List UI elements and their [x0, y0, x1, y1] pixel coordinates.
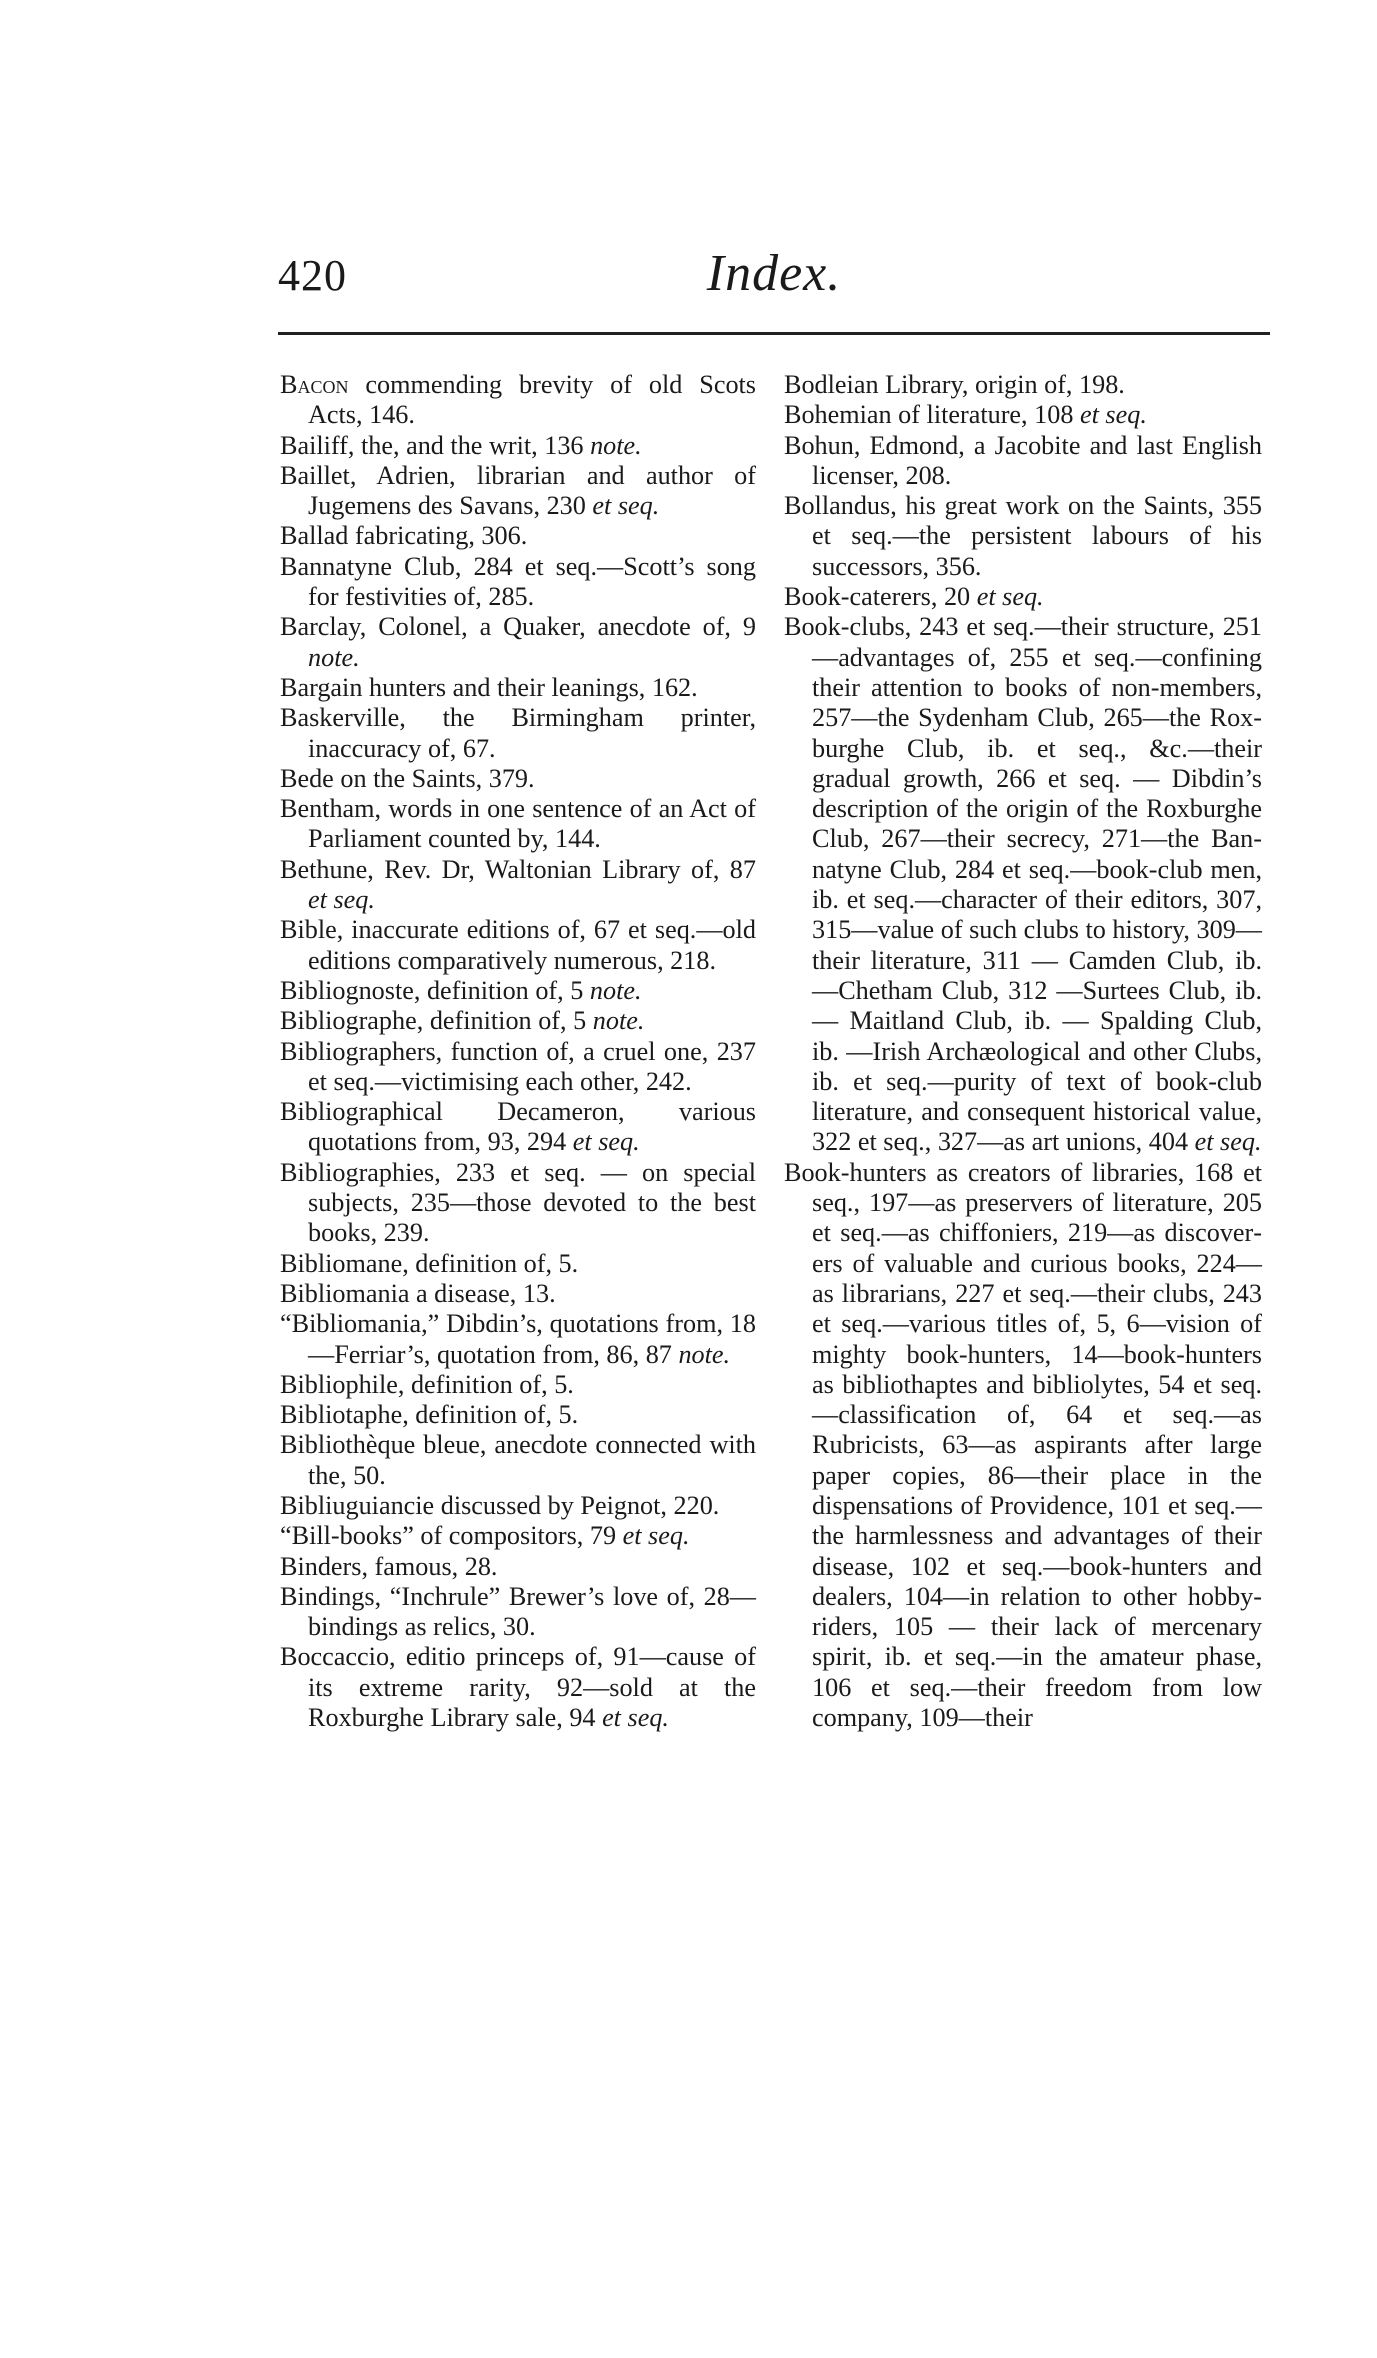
index-entry: [280, 1158, 756, 1249]
index-entry: [280, 521, 756, 551]
index-entry: [280, 976, 756, 1006]
index-entry: [280, 1309, 756, 1370]
entry-note: note.: [589, 975, 642, 1005]
entry-text: “Bibliomania,” Dibdin’s, quotations from, 18—Ferriar’s, quotation from, 86, 87: [280, 1309, 756, 1369]
index-entry: [784, 612, 1262, 1157]
index-entry: [784, 582, 1262, 612]
page-number: 420: [278, 251, 347, 300]
entry-text: Bannatyne Club, 284 et seq.—Scott’s song for festivities of, 285.: [280, 551, 756, 612]
index-column-right: [784, 370, 1262, 1733]
entry-note: et seq.: [592, 491, 660, 521]
entry-headword: Bacon: [280, 370, 349, 399]
index-entry: [280, 673, 756, 703]
entry-note: et seq.: [308, 885, 375, 915]
entry-text: Ballad fabricating, 306.: [280, 521, 528, 551]
entry-text: Baillet, Adrien, librarian and author of Jugemens des Savans, 230: [280, 460, 756, 521]
entry-text: Bibliographies, 233 et seq. — on special subjects, 235—those devoted to the best books, 239.: [280, 1157, 756, 1248]
index-entry: [280, 1037, 756, 1098]
entry-text: commending brevity of old Scots Acts, 146.: [308, 370, 757, 430]
index-entry: [280, 1491, 756, 1521]
entry-text: Bibliomane, definition of, 5.: [280, 1248, 579, 1278]
entry-text: Bargain hunters and their leanings, 162.: [280, 672, 698, 702]
running-title: Index.: [706, 245, 842, 302]
index-entry: [280, 764, 756, 794]
index-entry: [280, 915, 756, 976]
entry-text: Book-clubs, 243 et seq.—their structure, 251—advantages of, 255 et seq.—confining their attention to books of non-members, 257—the Sydenham Club, 265—the Roxburghe Club, ib. et seq., &c.—their gradual growth, 266 et seq. — Dibdin’s description of the origin of the Roxburghe Club, 267—their secrecy, 271—the Bannatyne Club, 284 et seq.—book-club men, ib. et seq.—character of their editors, 307, 315—value of such clubs to history, 309—their literature, 311 — Camden Club, ib.—Chetham Club, 312 —Surtees Club, ib. — Maitland Club, ib. — Spalding Club, ib. —Irish Archæological and other Clubs, ib. et seq.—purity of text of book-club literature, and consequent historical value, 322 et seq., 327—as art unions, 404: [784, 612, 1262, 1157]
entry-text: Bibliophile, definition of, 5.: [280, 1369, 574, 1399]
index-entry: [280, 1582, 756, 1643]
page-header: [278, 245, 1270, 320]
index-entry: [280, 1249, 756, 1279]
entry-text: Bibliuguiancie discussed by Peignot, 220.: [280, 1490, 720, 1520]
entry-text: Bohemian of literature, 108: [784, 400, 1080, 430]
header-rule: [278, 332, 1270, 335]
entry-text: Book-hunters as creators of libraries, 168 et seq., 197—as preservers of literature, 205 et seq.—as chiffoniers, 219—as discoverers of valuable and curious books, 224—as librarians, 227 et seq.—their clubs, 243 et seq.—various titles of, 5, 6—vision of mighty book-hunters, 14—book-hunters as bibliothaptes and bibliolytes, 54 et seq.—classification of, 64 et seq.—as Rubricists, 63—as aspirants after large paper copies, 86—their place in the dispensations of Providence, 101 et seq.—the harmlessness and advantages of their disease, 102 et seq.—book-hunters and dealers, 104—in relation to other hobby-riders, 105 — their lack of mercenary spirit, ib. et seq.—in the amateur phase, 106 et seq.—their freedom from low company, 109—their: [784, 1157, 1262, 1733]
entry-text: Bibliognoste, definition of, 5: [280, 975, 590, 1005]
entry-text: Binders, famous, 28.: [280, 1551, 498, 1581]
entry-note: note.: [592, 1006, 645, 1036]
index-entry: [280, 612, 756, 673]
entry-text: Baskerville, the Birmingham printer, inaccuracy of, 67.: [280, 703, 756, 763]
entry-text: Bodleian Library, origin of, 198.: [784, 370, 1125, 399]
index-entry: [280, 794, 756, 855]
index-entry: [280, 1097, 756, 1158]
entry-text: Bibliographers, function of, a cruel one, 237 et seq.—victimising each other, 242.: [280, 1036, 756, 1096]
entry-text: Bibliographical Decameron, various quotations from, 93, 294: [280, 1097, 756, 1157]
entry-text: Bibliographe, definition of, 5: [280, 1006, 593, 1036]
entry-text: Bible, inaccurate editions of, 67 et seq.—old editions comparatively numerous, 218.: [280, 915, 756, 975]
index-entry: [280, 703, 756, 764]
index-entry: [784, 491, 1262, 582]
entry-text: Bentham, words in one sentence of an Act of Parliament counted by, 144.: [280, 794, 756, 854]
entry-text: Bibliothèque bleue, anecdote connected with the, 50.: [280, 1430, 756, 1490]
index-entry: [280, 461, 756, 522]
index-entry: [280, 1006, 756, 1036]
index-entry: [280, 1521, 756, 1551]
entry-text: Bindings, “Inchrule” Brewer’s love of, 28—bindings as relics, 30.: [280, 1581, 756, 1642]
index-entry: [784, 370, 1262, 400]
index-entry: [280, 1400, 756, 1430]
index-entry: [280, 1430, 756, 1491]
entry-note: et seq.: [1194, 1127, 1262, 1157]
index-entry: [784, 400, 1262, 430]
entry-text: Bollandus, his great work on the Saints, 355 et seq.—the persistent labours of his successors, 356.: [784, 491, 1262, 581]
index-entry: [280, 855, 756, 916]
entry-note: note.: [678, 1339, 731, 1369]
index-entry: [280, 1642, 756, 1733]
entry-note: note.: [308, 642, 360, 672]
index-entry: [784, 1158, 1262, 1734]
entry-text: Barclay, Colonel, a Quaker, anecdote of, 9: [280, 612, 756, 642]
entry-text: Bailiff, the, and the writ, 136: [280, 430, 591, 460]
entry-text: “Bill-books” of compositors, 79: [280, 1521, 623, 1551]
entry-text: Book-caterers, 20: [784, 582, 977, 612]
entry-note: et seq.: [976, 582, 1044, 612]
entry-text: Bibliotaphe, definition of, 5.: [280, 1400, 579, 1430]
entry-text: Boccaccio, editio princeps of, 91—cause of its extreme rarity, 92—sold at the Roxburghe Library sale, 94: [280, 1642, 756, 1733]
index-entry: [280, 1370, 756, 1400]
entry-text: Bohun, Edmond, a Jacobite and last English licenser, 208.: [784, 430, 1262, 490]
entry-note: et seq.: [602, 1703, 669, 1733]
entry-text: Bibliomania a disease, 13.: [280, 1278, 556, 1308]
entry-text: Bede on the Saints, 379.: [280, 763, 535, 793]
entry-note: note.: [590, 430, 642, 460]
entry-note: et seq.: [1079, 400, 1147, 430]
index-entry: [280, 1279, 756, 1309]
entry-note: et seq.: [572, 1127, 640, 1157]
index-column-left: [280, 370, 756, 1733]
entry-note: et seq.: [622, 1521, 690, 1551]
index-entry: [280, 1552, 756, 1582]
index-entry: [280, 431, 756, 461]
entry-text: Bethune, Rev. Dr, Waltonian Library of, 87: [280, 854, 756, 884]
index-entry: [280, 552, 756, 613]
index-entry: [784, 431, 1262, 492]
index-entry: [280, 370, 756, 431]
